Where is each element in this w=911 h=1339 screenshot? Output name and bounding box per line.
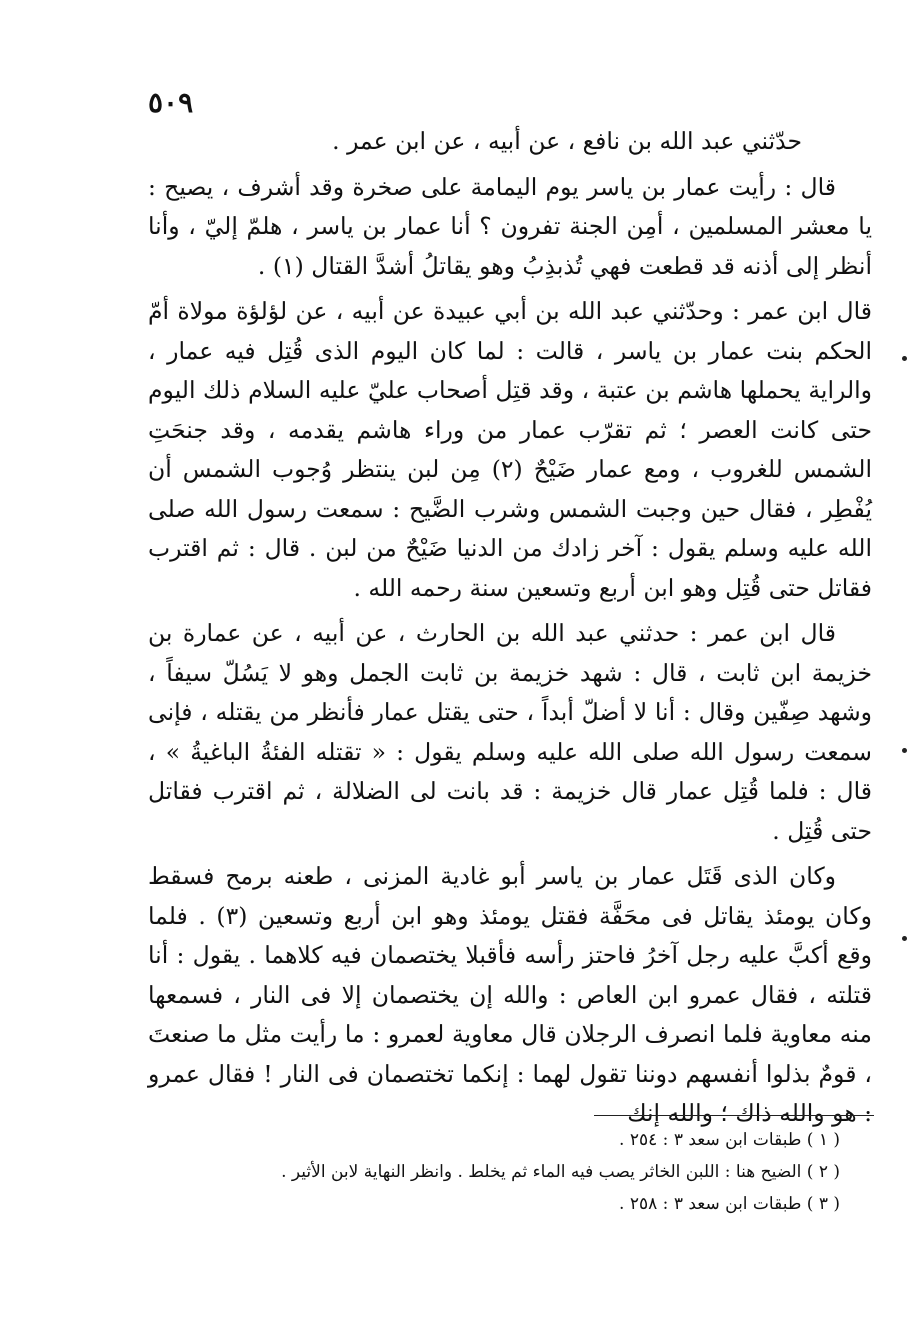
paragraph: قال ابن عمر : حدثني عبد الله بن الحارث ، عن أبيه ، عن عمارة بن خزيمة ابن ثابت ، قال : شهد خزيمة بن ثابت الجمل وهو لا يَسُلّ سيفاً ، وشهد صِفّين وقال : أنا لا أضلّ أبداً ، حتى يقتل عمار فأنظر من يقتله ، فإنى سمعت رسول الله صلى الله عليه وسلم يقول : « تقتله الفئةُ الباغيةُ » ، قال : فلما قُتِل عمار قال خزيمة : قد بانت لى الضلالة ، ثم اقترب فقاتل حتى قُتِل .	[148, 619, 872, 845]
margin-mark	[902, 356, 907, 361]
paragraph: حدّثني عبد الله بن نافع ، عن أبيه ، عن ابن عمر .	[332, 127, 802, 155]
paragraph: قال : رأيت عمار بن ياسر يوم اليمامة على صخرة وقد أشرف ، يصيح : يا معشر المسلمين ، أمِن الجنة تفرون ؟ أنا عمار بن ياسر ، هلمّ إليّ ، وأنا أنظر إلى أذنه قد قطعت فهي تُذبذِبُ وهو يقاتلُ أشدَّ القتال (١) .	[148, 172, 872, 280]
margin-mark	[902, 748, 907, 753]
margin-mark	[902, 936, 907, 941]
footnote: ( ٢ ) الضيح هنا : اللبن الخاثر يصب فيه الماء ثم يخلط . وانظر النهاية لابن الأثير .	[281, 1162, 840, 1182]
footnote: ( ٣ ) طبقات ابن سعد ٣ : ٢٥٨ .	[619, 1194, 840, 1214]
footnote-divider	[594, 1115, 874, 1116]
page-number: ٥٠٩	[148, 86, 194, 119]
footnote: ( ١ ) طبقات ابن سعد ٣ : ٢٥٤ .	[619, 1130, 840, 1150]
paragraph: وكان الذى قَتَل عمار بن ياسر أبو غادية المزنى ، طعنه برمح فسقط وكان يومئذ يقاتل فى محَفَّة فقتل يومئذ وهو ابن أربع وتسعين (٣) . فلما وقع أكبَّ عليه رجل آخرُ فاحتز رأسه فأقبلا يختصمان فيه كلاهما . يقول : أنا قتلته ، فقال عمرو ابن العاص : والله إن يختصمان إلا فى النار ، فسمعها منه معاوية فلما انصرف الرجلان قال معاوية لعمرو : ما رأيت مثل ما صنعتَ ، قومٌ بذلوا أنفسهم دوننا تقول لهما : إنكما تختصمان فى النار ! فقال عمرو : هو والله ذاك ؛ والله إنك	[148, 862, 872, 1127]
footnotes	[281, 1124, 840, 1220]
body-text	[148, 122, 872, 1140]
paragraph: قال ابن عمر : وحدّثني عبد الله بن أبي عبيدة عن أبيه ، عن لؤلؤة مولاة أمّ الحكم بنت عمار بن ياسر ، قالت : لما كان اليوم الذى قُتِل فيه عمار ، والراية يحملها هاشم بن عتبة ، وقد قتِل أصحاب عليّ عليه السلام ذلك اليوم حتى كانت العصر ؛ ثم تقرّب عمار من وراء هاشم يقدمه ، وقد جنحَتِ الشمس للغروب ، ومع عمار ضَيْحٌ (٢) مِن لبن ينتظر وُجوب الشمس أن يُفْطِر ، فقال حين وجبت الشمس وشرب الضَّيح : سمعت رسول الله صلى الله عليه وسلم يقول : آخر زادك من الدنيا ضَيْحٌ من لبن . قال : ثم اقترب فقاتل حتى قُتِل وهو ابن أربع وتسعين سنة رحمه الله .	[148, 297, 872, 602]
